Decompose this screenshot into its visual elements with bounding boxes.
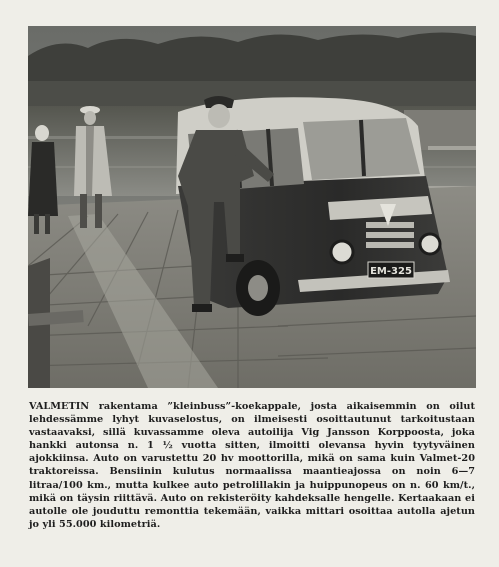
license-plate: EM-325 <box>370 266 412 277</box>
photo-caption <box>29 400 475 531</box>
photo-scene <box>28 26 476 388</box>
caption-lead-word: VALMETIN <box>29 401 90 412</box>
photograph-valmet-bus <box>28 26 476 388</box>
caption-body-text: rakentama ”kleinbuss”-koekappale, josta aikaisemmin on oilut lehdessämme lyhyt kuvaselostus, on ilmeisesti osoittautunut tarkoitustaan vastaavaksi, sillä kuvassamme oleva autoilija Vig Jansson Korppoosta, joka hankki autonsa n. 1 ½ vuotta sitten, ilmoitti olevansa hyvin tyytyväinen ajokkiinsa. Auto on varustettu 20 hv moottorilla, mikä on sama kuin Valmet-20 traktoreissa. Bensiinin kulutus normaalissa maantieajossa on noin 6—7 litraa/100 km., mutta kulkee auto petrolillakin ja huippunopeus on n. 60 km/t., mikä on täysin riittävä. Auto on rekisteröity kahdeksalle hengelle. Kertaakaan ei autolle ole jouduttu remonttia tekemään, vaikka mittari osoittaa autolla ajetun jo yli 55.000 kilometriä. <box>29 401 475 530</box>
